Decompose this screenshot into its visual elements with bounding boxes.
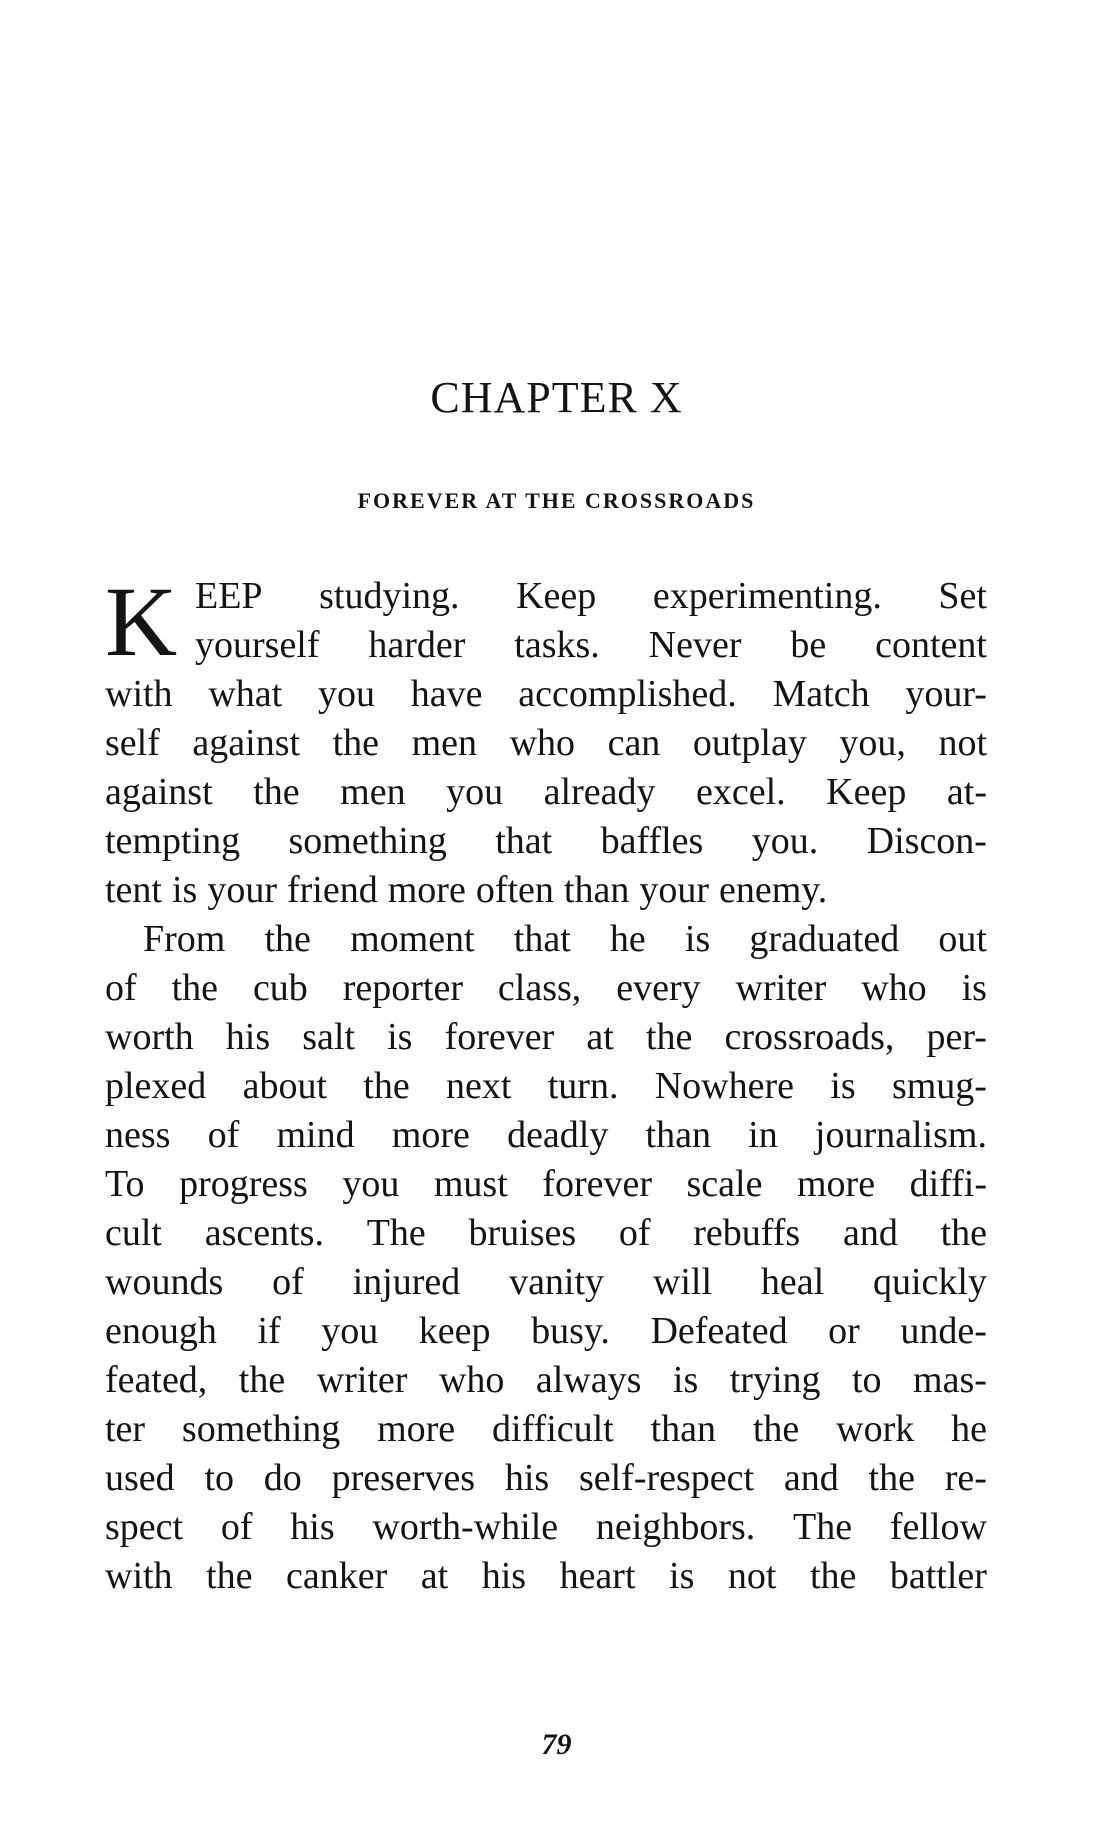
text-line: cult ascents. The bruises of rebuffs and the	[105, 1212, 987, 1254]
text-line: wounds of injured vanity will heal quickly	[105, 1261, 987, 1303]
text-line: ter something more difficult than the work he	[105, 1408, 987, 1450]
text-line: self against the men who can outplay you, not	[105, 722, 987, 764]
text-line: spect of his worth-while neighbors. The fellow	[105, 1506, 987, 1548]
text-line: tent is your friend more often than your enemy.	[105, 869, 828, 911]
text-line: with the canker at his heart is not the battler	[105, 1555, 987, 1597]
text-line: ness of mind more deadly than in journalism.	[105, 1114, 987, 1156]
text-line: of the cub reporter class, every writer who is	[105, 967, 987, 1009]
page-number: 79	[541, 1728, 572, 1761]
text-line: plexed about the next turn. Nowhere is smug-	[105, 1065, 987, 1107]
chapter-subtitle: FOREVER AT THE CROSSROADS	[357, 488, 756, 513]
text-line: From the moment that he is graduated out	[143, 918, 987, 960]
text-line: with what you have accomplished. Match your-	[105, 673, 987, 715]
text-line: yourself harder tasks. Never be content	[195, 624, 987, 666]
text-line: EEP studying. Keep experimenting. Set	[195, 575, 987, 617]
text-line: worth his salt is forever at the crossroads, per-	[105, 1016, 987, 1058]
text-line: used to do preserves his self-respect and the re-	[105, 1457, 987, 1499]
text-line: feated, the writer who always is trying to mas-	[105, 1359, 987, 1401]
text-line: tempting something that baffles you. Discon-	[105, 820, 987, 862]
body-text	[105, 566, 987, 1601]
text-line: against the men you already excel. Keep at-	[105, 771, 987, 813]
drop-cap: K	[105, 566, 178, 677]
chapter-title: CHAPTER X	[430, 373, 683, 422]
text-line: To progress you must forever scale more diffi-	[105, 1163, 987, 1205]
text-line: enough if you keep busy. Defeated or unde-	[105, 1310, 987, 1352]
